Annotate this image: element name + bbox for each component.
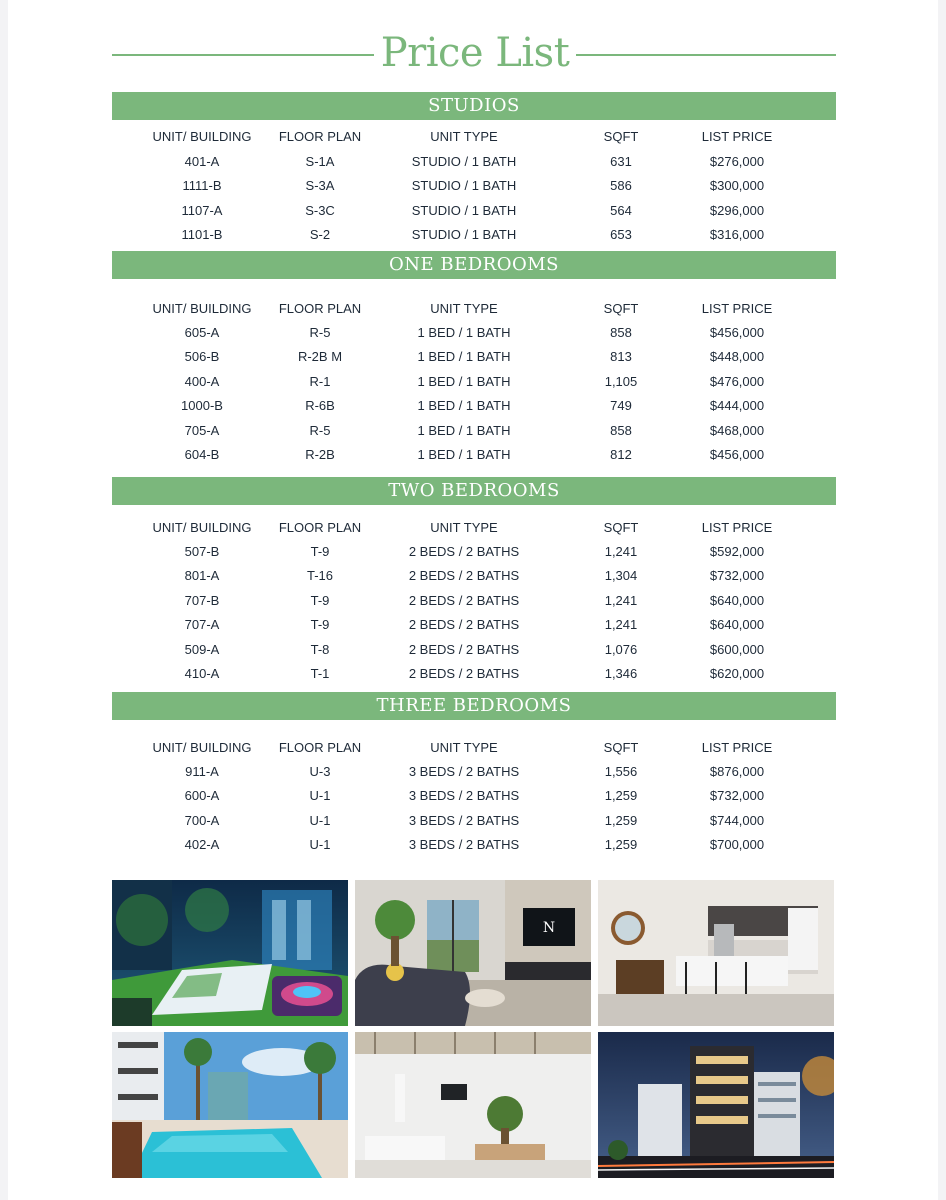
section-header: STUDIOS: [112, 92, 836, 120]
table-cell: 1111-B: [182, 178, 222, 194]
table-cell: 1101-B: [181, 227, 223, 243]
table-row: [112, 809, 836, 833]
table-cell: 1 BED / 1 BATH: [417, 398, 511, 414]
table-cell: T-9: [310, 617, 330, 633]
column-header: UNIT/ BUILDING: [152, 740, 252, 755]
table-cell: U-1: [309, 812, 331, 828]
table-cell: S-1A: [305, 154, 335, 169]
table-cell: S-3A: [305, 178, 335, 194]
table-row: [112, 345, 836, 369]
table-cell: T-16: [306, 568, 333, 584]
table-cell: 858: [610, 422, 632, 438]
column-header: UNIT TYPE: [430, 520, 498, 535]
table-cell: $444,000: [709, 398, 765, 414]
table-cell: $468,000: [709, 422, 765, 438]
table-cell: 1,259: [604, 812, 638, 828]
amenity-deck-photo: [112, 880, 348, 1026]
living-room-photo: [355, 880, 591, 1026]
table-cell: 1 BED / 1 BATH: [417, 447, 511, 462]
title-divider-left: [112, 54, 374, 56]
table-cell: $640,000: [709, 592, 765, 608]
table-cell: R-2B: [305, 447, 335, 462]
column-header: UNIT/ BUILDING: [152, 520, 252, 535]
table-cell: 705-A: [184, 422, 220, 438]
table-cell: $276,000: [709, 154, 765, 169]
table-cell: 401-A: [184, 154, 220, 169]
table-cell: 2 BEDS / 2 BATHS: [408, 544, 520, 559]
table-cell: $448,000: [709, 349, 765, 365]
table-cell: 1,241: [604, 544, 638, 559]
table-cell: 2 BEDS / 2 BATHS: [408, 592, 520, 608]
section-header: TWO BEDROOMS: [112, 477, 836, 505]
table-cell: R-5: [309, 422, 331, 438]
table-cell: 707-B: [184, 592, 220, 608]
table-cell: $640,000: [709, 617, 765, 633]
table-cell: 1,076: [604, 641, 638, 657]
table-cell: R-2B M: [297, 349, 343, 365]
table-cell: $456,000: [709, 447, 765, 462]
table-cell: $300,000: [709, 178, 765, 194]
column-header: UNIT TYPE: [430, 740, 498, 755]
building-exterior-photo: [598, 1032, 834, 1178]
table-cell: 631: [610, 154, 632, 169]
table-row: [112, 564, 836, 588]
table-cell: 509-A: [184, 641, 220, 657]
column-header: FLOOR PLAN: [278, 301, 362, 316]
table-cell: $620,000: [709, 666, 765, 681]
table-cell: $744,000: [709, 812, 765, 828]
table-cell: 700-A: [184, 812, 220, 828]
column-header: UNIT/ BUILDING: [152, 129, 252, 144]
table-cell: $732,000: [709, 788, 765, 804]
table-row: [112, 394, 836, 418]
table-row: [112, 199, 836, 223]
table-cell: 1 BED / 1 BATH: [417, 349, 511, 365]
table-cell: 1107-A: [181, 202, 223, 218]
table-cell: 605-A: [184, 325, 220, 340]
table-cell: T-9: [310, 592, 330, 608]
table-row: [112, 589, 836, 613]
table-cell: 2 BEDS / 2 BATHS: [408, 641, 520, 657]
table-cell: 402-A: [184, 837, 220, 853]
table-cell: 1,259: [604, 788, 638, 804]
table-row: [112, 833, 836, 857]
table-cell: 400-A: [184, 373, 220, 389]
table-cell: 1 BED / 1 BATH: [417, 422, 511, 438]
table-row: [112, 784, 836, 808]
table-cell: $876,000: [709, 764, 765, 779]
column-header: UNIT TYPE: [430, 301, 498, 316]
svg-text:N: N: [542, 920, 556, 936]
column-header-row: [112, 125, 836, 149]
table-cell: 2 BEDS / 2 BATHS: [408, 666, 520, 681]
table-cell: T-1: [310, 666, 330, 681]
column-header: SQFT: [603, 129, 639, 144]
table-row: [112, 419, 836, 443]
table-cell: R-6B: [305, 398, 335, 414]
table-cell: 1,241: [604, 617, 638, 633]
table-cell: T-9: [310, 544, 330, 559]
table-cell: 707-A: [184, 617, 220, 633]
table-row: [112, 443, 836, 467]
column-header-row: [112, 297, 836, 321]
price-list-page: [8, 0, 938, 1200]
table-cell: 653: [610, 227, 632, 243]
table-cell: 1 BED / 1 BATH: [417, 325, 511, 340]
table-cell: 1 BED / 1 BATH: [417, 373, 511, 389]
table-cell: 1,304: [604, 568, 638, 584]
table-cell: 600-A: [184, 788, 220, 804]
table-cell: U-1: [309, 837, 331, 853]
table-cell: 564: [610, 202, 632, 218]
column-header: LIST PRICE: [701, 520, 773, 535]
table-cell: $592,000: [709, 544, 765, 559]
table-cell: STUDIO / 1 BATH: [411, 202, 517, 218]
table-cell: R-1: [309, 373, 331, 389]
table-cell: S-2: [309, 227, 331, 243]
table-cell: $700,000: [709, 837, 765, 853]
table-cell: 3 BEDS / 2 BATHS: [408, 812, 520, 828]
table-cell: 1000-B: [181, 398, 223, 414]
column-header: SQFT: [603, 740, 639, 755]
table-cell: 911-A: [185, 764, 219, 779]
column-header: LIST PRICE: [701, 301, 773, 316]
column-header: UNIT/ BUILDING: [152, 301, 252, 316]
table-cell: 586: [610, 178, 632, 194]
table-cell: $296,000: [709, 202, 765, 218]
section-header: ONE BEDROOMS: [112, 251, 836, 279]
table-cell: STUDIO / 1 BATH: [411, 227, 517, 243]
table-cell: 604-B: [184, 447, 220, 462]
table-cell: 749: [610, 398, 632, 414]
table-row: [112, 370, 836, 394]
table-cell: $732,000: [709, 568, 765, 584]
column-header: SQFT: [603, 301, 639, 316]
title-divider-right: [576, 54, 836, 56]
table-cell: STUDIO / 1 BATH: [411, 154, 517, 169]
table-cell: 1,241: [604, 592, 638, 608]
table-cell: 1,259: [604, 837, 638, 853]
kitchen-photo: [598, 880, 834, 1026]
section-header: THREE BEDROOMS: [112, 692, 836, 720]
table-cell: 2 BEDS / 2 BATHS: [408, 617, 520, 633]
table-row: [112, 540, 836, 564]
table-cell: $600,000: [709, 641, 765, 657]
column-header-row: [112, 736, 836, 760]
table-cell: STUDIO / 1 BATH: [411, 178, 517, 194]
table-row: [112, 760, 836, 784]
table-row: [112, 613, 836, 637]
table-cell: 1,105: [604, 373, 638, 389]
table-row: [112, 638, 836, 662]
column-header: FLOOR PLAN: [278, 740, 362, 755]
column-header: FLOOR PLAN: [278, 520, 362, 535]
table-cell: R-5: [309, 325, 331, 340]
table-cell: 3 BEDS / 2 BATHS: [408, 837, 520, 853]
table-row: [112, 223, 836, 247]
table-cell: $316,000: [709, 227, 765, 243]
table-row: [112, 321, 836, 345]
table-cell: 2 BEDS / 2 BATHS: [408, 568, 520, 584]
table-cell: 858: [610, 325, 632, 340]
table-row: [112, 174, 836, 198]
table-cell: T-8: [310, 641, 330, 657]
column-header: LIST PRICE: [701, 129, 773, 144]
table-cell: 801-A: [184, 568, 220, 584]
table-cell: $476,000: [709, 373, 765, 389]
table-row: [112, 150, 836, 174]
table-cell: 812: [610, 447, 632, 462]
column-header-row: [112, 516, 836, 540]
lounge-photo: [355, 1032, 591, 1178]
table-cell: 3 BEDS / 2 BATHS: [408, 764, 520, 779]
column-header: FLOOR PLAN: [278, 129, 362, 144]
table-cell: $456,000: [709, 325, 765, 340]
table-cell: 3 BEDS / 2 BATHS: [408, 788, 520, 804]
column-header: SQFT: [603, 520, 639, 535]
table-cell: 410-A: [184, 666, 220, 681]
table-cell: 506-B: [184, 349, 220, 365]
table-cell: 1,556: [604, 764, 638, 779]
table-cell: U-1: [309, 788, 331, 804]
pool-photo: [112, 1032, 348, 1178]
table-cell: 813: [610, 349, 632, 365]
table-cell: S-3C: [305, 202, 335, 218]
column-header: UNIT TYPE: [430, 129, 498, 144]
page-title: Price List: [380, 30, 570, 76]
table-row: [112, 662, 836, 686]
table-cell: 1,346: [604, 666, 638, 681]
table-cell: U-3: [309, 764, 331, 779]
table-cell: 507-B: [184, 544, 220, 559]
title-row: [112, 28, 836, 78]
column-header: LIST PRICE: [701, 740, 773, 755]
